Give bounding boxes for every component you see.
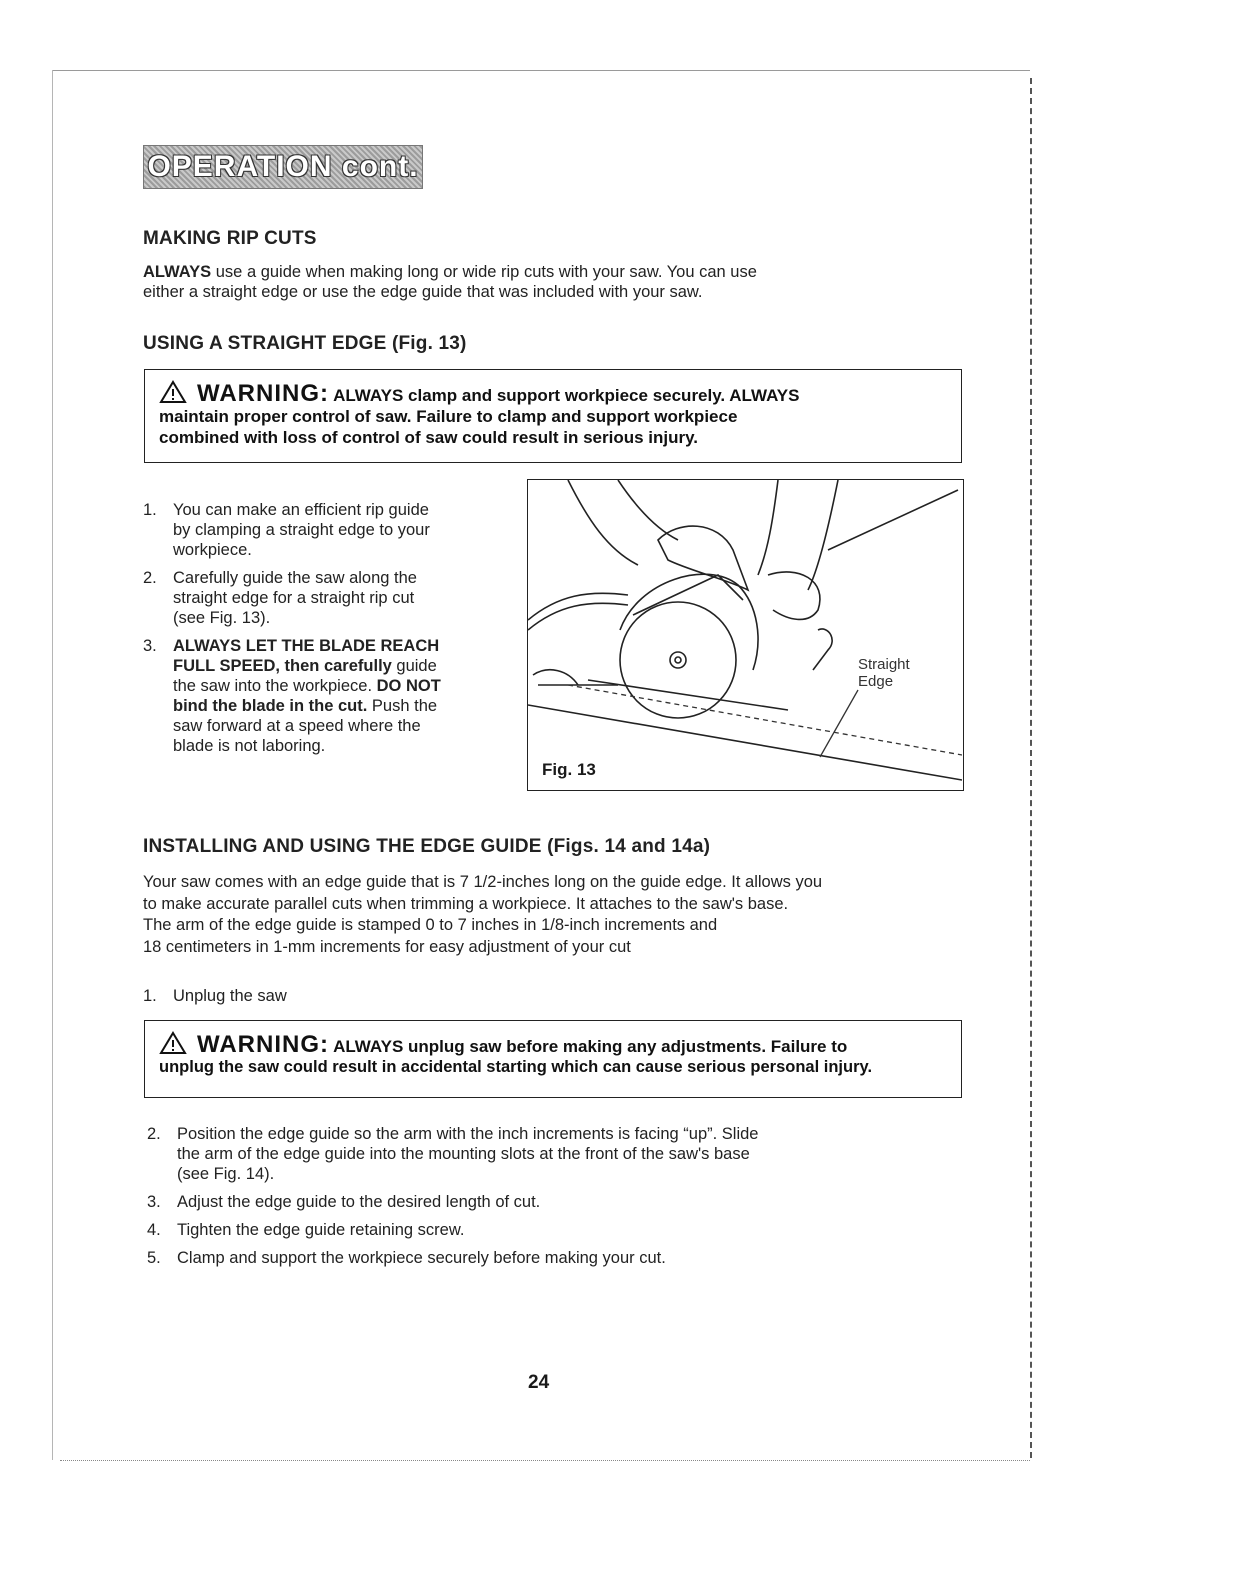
edge-guide-step-1	[143, 986, 743, 1014]
intro-line-2: either a straight edge or use the edge guide that was included with your saw.	[143, 283, 703, 301]
straight-edge-steps	[143, 500, 513, 764]
step-number: 3.	[147, 1193, 161, 1211]
step-2-line-1: Carefully guide the saw along the	[173, 569, 417, 587]
list-item	[147, 1220, 1007, 1240]
list-item	[147, 1124, 1007, 1184]
list-item	[143, 568, 513, 628]
rip-cuts-intro	[143, 262, 1003, 302]
heading-straight-edge: USING A STRAIGHT EDGE (Fig. 13)	[143, 333, 467, 354]
step-1-line-2: by clamping a straight edge to your	[173, 521, 430, 539]
warning-1-text-2: maintain proper control of saw. Failure to clamp and support workpiece	[159, 407, 738, 426]
section-banner	[143, 145, 423, 189]
warning-1-line-1	[159, 380, 947, 406]
page-border-left	[52, 70, 53, 1460]
list-item	[143, 986, 743, 1006]
step-2-line-2: straight edge for a straight rip cut	[173, 589, 415, 607]
intro-bold: ALWAYS	[143, 263, 212, 281]
step-3-bold-1: ALWAYS LET THE BLADE REACH	[173, 637, 440, 655]
step-3-text-5: saw forward at a speed where the	[173, 717, 421, 735]
figure-13	[527, 479, 964, 791]
warning-2-text-1: ALWAYS unplug saw before making any adjustments. Failure to	[333, 1037, 848, 1056]
step-4-text: Tighten the edge guide retaining screw.	[177, 1221, 465, 1239]
warning-2-text-2: unplug the saw could result in accidental starting which can cause serious personal injury.	[159, 1058, 873, 1076]
step-number: 3.	[143, 637, 157, 655]
warning-1-text-1: ALWAYS clamp and support workpiece securely. ALWAYS	[333, 386, 800, 405]
page-border-bottom	[60, 1460, 1030, 1461]
step-2-line-2: the arm of the edge guide into the mounting slots at the front of the saw's base	[177, 1145, 750, 1163]
step-text: Unplug the saw	[173, 987, 287, 1005]
warning-2-line-1	[159, 1031, 947, 1057]
warning-triangle-icon	[159, 380, 187, 404]
step-3-text-4: Push the	[367, 697, 438, 715]
page-number: 24	[528, 1372, 550, 1393]
warning-1-label: WARNING:	[197, 380, 329, 407]
step-1-line-3: workpiece.	[173, 541, 252, 559]
step-3-text-2: guide	[391, 657, 437, 675]
edge-guide-line-2: to make accurate parallel cuts when trimming a workpiece. It attaches to the saw's base.	[143, 894, 789, 913]
warning-box-2	[144, 1020, 962, 1098]
warning-1-text-3: combined with loss of control of saw could result in serious injury.	[159, 428, 699, 447]
warning-2-label: WARNING:	[197, 1031, 329, 1058]
step-2-line-3: (see Fig. 13).	[173, 609, 271, 627]
list-item	[147, 1192, 1007, 1212]
warning-box-1	[144, 369, 962, 463]
page-border-top	[52, 70, 1030, 71]
step-3-bold-2: FULL SPEED, then carefully	[173, 657, 392, 675]
step-number: 2.	[143, 569, 157, 587]
step-1-line-1: You can make an efficient rip guide	[173, 501, 429, 519]
list-item	[143, 636, 513, 756]
figure-13-label: Fig. 13	[542, 760, 596, 779]
step-number: 1.	[143, 987, 157, 1005]
warning-triangle-icon	[159, 1031, 187, 1055]
step-number: 1.	[143, 501, 157, 519]
page-border-right	[1030, 78, 1032, 1458]
step-3-bold-3: DO NOT	[376, 677, 441, 695]
step-number: 2.	[147, 1125, 161, 1143]
list-item	[143, 500, 513, 560]
callout-line-2: Edge	[858, 673, 894, 690]
edge-guide-line-4: 18 centimeters in 1-mm increments for easy adjustment of your cut	[143, 937, 631, 956]
step-3-text-3: the saw into the workpiece.	[173, 677, 377, 695]
edge-guide-line-1: Your saw comes with an edge guide that is 7 1/2-inches long on the guide edge. It allows you	[143, 873, 823, 891]
figure-13-callout	[858, 656, 910, 690]
list-item	[147, 1248, 1007, 1268]
step-5-text: Clamp and support the workpiece securely before making your cut.	[177, 1249, 666, 1267]
step-number: 4.	[147, 1221, 161, 1239]
step-number: 5.	[147, 1249, 161, 1267]
intro-line-1: use a guide when making long or wide rip cuts with your saw. You can use	[211, 263, 757, 281]
edge-guide-line-3: The arm of the edge guide is stamped 0 to 7 inches in 1/8-inch increments and	[143, 916, 718, 934]
step-3-bold-4: bind the blade in the cut.	[173, 697, 368, 715]
heading-edge-guide: INSTALLING AND USING THE EDGE GUIDE (Figs. 14 and 14a)	[143, 836, 711, 857]
heading-making-rip-cuts: MAKING RIP CUTS	[143, 228, 317, 249]
circular-saw-illustration	[528, 480, 962, 789]
callout-line-1: Straight	[858, 656, 910, 673]
banner-text: OPERATION cont.	[147, 150, 419, 183]
edge-guide-steps	[147, 1124, 1007, 1276]
step-3-text-6: blade is not laboring.	[173, 737, 326, 755]
edge-guide-paragraph	[143, 872, 1003, 958]
step-3-text: Adjust the edge guide to the desired length of cut.	[177, 1193, 541, 1211]
step-2-line-1: Position the edge guide so the arm with the inch increments is facing “up”. Slide	[177, 1125, 759, 1143]
step-2-line-3: (see Fig. 14).	[177, 1165, 275, 1183]
